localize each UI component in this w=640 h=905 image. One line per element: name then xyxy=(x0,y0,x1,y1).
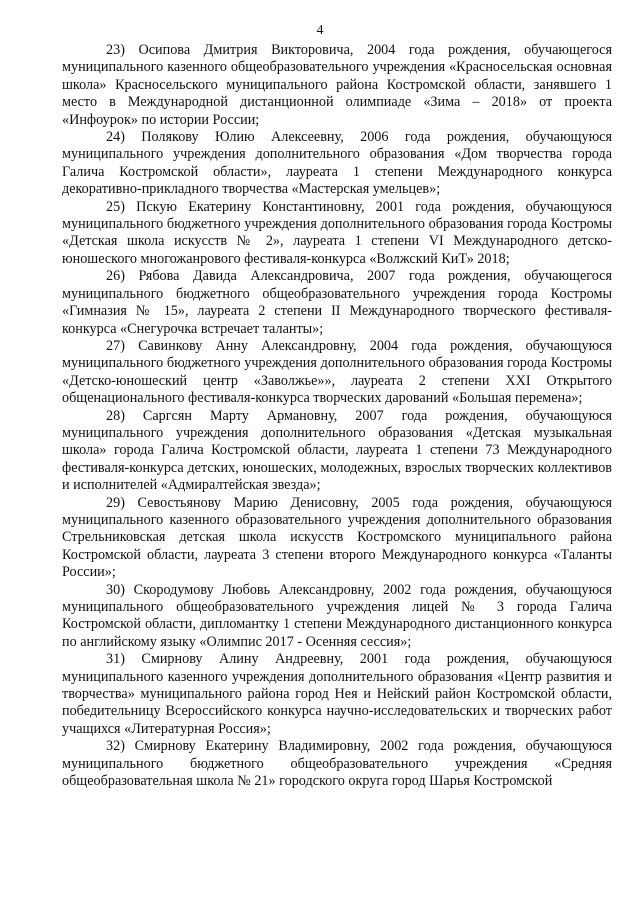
list-item-32: 32) Смирнову Екатерину Владимировну, 2002 года рождения, обучающуюся муниципального бюджетного общеобразовательного учреждения «Средняя общеобразовательная школа № 21» городского округа город Шарья Костромской xyxy=(62,738,612,790)
list-item-29: 29) Севостьянову Марию Денисовну, 2005 года рождения, обучающуюся муниципального казенного образовательного учреждения дополнительного образования Стрельниковская детская школа искусств Костромского муниципального района Костромской области, лауреата 3 степени второго Международного конкурса «Таланты России»; xyxy=(62,494,612,581)
list-item-26: 26) Рябова Давида Александровича, 2007 года рождения, обучающегося муниципального бюджетного общеобразовательного учреждения города Костромы «Гимназия № 15», лауреата 2 степени II Международного творческого фестиваля-конкурса «Снегурочка встречает таланты»; xyxy=(62,268,612,337)
list-item-27: 27) Савинкову Анну Александровну, 2004 года рождения, обучающуюся муниципального бюджетного учреждения дополнительного образования города Костромы «Детско-юношеский центр «Заволжье»», лауреата 2 степени XXI Открытого общенационального фестиваля-конкурса творческих дарований «Большая перемена»; xyxy=(62,337,612,407)
page-number: 4 xyxy=(316,23,324,38)
list-item-30: 30) Скородумову Любовь Александровну, 2002 года рождения, обучающуюся муниципального общеобразовательного учреждения лицей № 3 города Галича Костромской области, дипломантку 1 степени Международного дистанционного конкурса по английскому языку «Олимпис 2017 - Осенняя сессия»; xyxy=(62,581,612,650)
list-item-31: 31) Смирнову Алину Андреевну, 2001 года рождения, обучающуюся муниципального казенного учреждения дополнительного образования «Центр развития и творчества» муниципального района город Нея и Нейский район Костромской области, победительницу Всероссийского конкурса научно-исследовательских и творческих работ учащихся «Литературная Россия»; xyxy=(62,651,612,737)
list-item-23: 23) Осипова Дмитрия Викторовича, 2004 года рождения, обучающегося муниципального казенного общеобразовательного учреждения «Красносельская основная школа» Красносельского муниципального района Костромской области, занявшего 1 место в Международной дистанционной олимпиаде «Зима – 2018» от проекта «Инфоурок» по истории России; xyxy=(62,42,612,128)
document-body xyxy=(62,42,612,790)
list-item-24: 24) Полякову Юлию Алексеевну, 2006 года рождения, обучающуюся муниципального учреждения дополнительного образования «Дом творчества города Галича Костромской области», лауреата 1 степени Международного конкурса декоративно-прикладного творчества «Мастерская умельцев»; xyxy=(62,129,612,198)
list-item-28: 28) Саргсян Марту Армановну, 2007 года рождения, обучающуюся муниципального учреждения дополнительного образования «Детская музыкальная школа» города Галича Костромской области, лауреата 1 степени 73 Международного фестиваля-конкурса детских, юношеских, молодежных, взрослых творческих коллективов и исполнителей «Адмиралтейская звезда»; xyxy=(62,407,612,494)
list-item-25: 25) Пскую Екатерину Константиновну, 2001 года рождения, обучающуюся муниципального бюджетного учреждения дополнительного образования города Костромы «Детская школа искусств № 2», лауреата 1 степени VI Международного детско-юношеского многожанрового фестиваля-конкурса «Волжский КиТ» 2018; xyxy=(62,198,612,267)
